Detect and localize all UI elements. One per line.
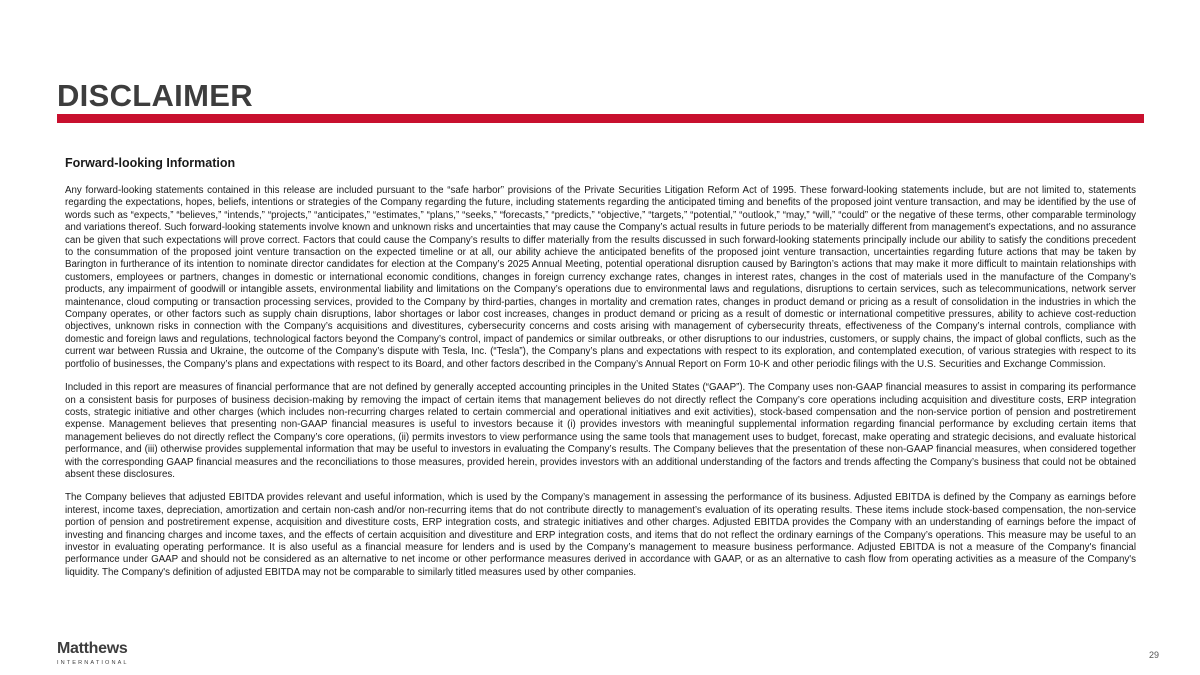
logo-subtitle: INTERNATIONAL [57, 660, 129, 666]
paragraph-non-gaap: Included in this report are measures of financial performance that are not defined by generally accepted accounting principles in the United States (“GAAP”). The Company uses non-GAAP financial measures to assist in comparing its performance on a consistent basis for purposes of business decision-making by removing the impact of certain items that management believes do not directly reflect the Company’s core operations including acquisition and divestiture costs, ERP integration costs, strategic initiative and other charges (which includes non-recurring charges related to certain commercial and operational initiatives and exit activities), stock-based compensation and the non-service portion of pension and postretirement expense. Management believes that presenting non-GAAP financial measures is useful to investors because it (i) provides investors with meaningful supplemental information regarding financial performance by excluding certain items that management believes do not directly reflect the Company’s core operations, (ii) permits investors to view performance using the same tools that management uses to budget, forecast, make operating and strategic decisions, and evaluate historical performance, and (iii) otherwise provides supplemental information that may be useful to investors in evaluating the Company’s results. The Company believes that the presentation of these non-GAAP financial measures, when considered together with the corresponding GAAP financial measures and the reconciliations to those measures, provided herein, provides investors with an additional understanding of the factors and trends affecting the Company’s business that could not be obtained absent these disclosures. [65, 382, 1136, 480]
logo-wordmark: Matthews [57, 640, 128, 657]
page-title: DISCLAIMER [57, 78, 253, 113]
paragraph-forward-looking: Any forward-looking statements contained in this release are included pursuant to the “safe harbor” provisions of the Private Securities Litigation Reform Act of 1995. These forward-looking statements include, but are not limited to, statements regarding the expectations, hopes, beliefs, intentions or strategies of the Company regarding the future, including statements regarding the anticipated timing and benefits of the proposed joint venture transaction, and may be identified by the use of words such as “expects,” “believes,” “intends,” “projects,” “anticipates,” “estimates,” “plans,” “seeks,” “forecasts,” “predicts,” “objective,” “targets,” “potential,” “outlook,” “may,” “will,” “could” or the negative of these terms, other comparable terminology and variations thereof. Such forward-looking statements involve known and unknown risks and uncertainties that may cause the Company’s actual results in future periods to be materially different from management’s expectations, and no assurance can be given that such expectations will prove correct. Factors that could cause the Company’s results to differ materially from the results discussed in such forward-looking statements principally include our ability to satisfy the conditions precedent to the consummation of the proposed joint venture transaction on the expected timeline or at all, our ability achieve the anticipated benefits of the proposed joint venture transaction, uncertainties regarding future actions that may be taken by Barington in furtherance of its intention to nominate director candidates for election at the Company’s 2025 Annual Meeting, potential operational disruption caused by Barington’s actions that may make it more difficult to maintain relationships with customers, employees or partners, changes in domestic or international economic conditions, changes in foreign currency exchange rates, changes in interest rates, changes in the cost of materials used in the manufacture of the Company’s products, any impairment of goodwill or intangible assets, environmental liability and limitations on the Company’s operations due to environmental laws and regulations, disruptions to certain services, such as telecommunications, network server maintenance, cloud computing or transaction processing services, provided to the Company by third-parties, changes in mortality and cremation rates, changes in product demand or pricing as a result of consolidation in the industries in which the Company operates, or other factors such as supply chain disruptions, labor shortages or labor cost increases, changes in product demand or pricing as a result of domestic or international competitive pressures, ability to achieve cost-reduction objectives, unknown risks in connection with the Company’s acquisitions and divestitures, cybersecurity concerns and costs arising with management of cybersecurity threats, effectiveness of the Company’s internal controls, compliance with domestic and foreign laws and regulations, technological factors beyond the Company’s control, impact of pandemics or similar outbreaks, or other disruptions to our industries, customers, or supply chains, the impact of global conflicts, such as the current war between Russia and Ukraine, the outcome of the Company’s dispute with Tesla, Inc. (“Tesla”), the Company’s plans and expectations with respect to its exploration, and contemplated execution, of various strategies with respect to its portfolio of businesses, the Company’s plans and expectations with respect to its Board, and other factors described in the Company’s Annual Report on Form 10-K and other periodic filings with the U.S. Securities and Exchange Commission. [65, 185, 1136, 370]
disclaimer-body [65, 155, 1136, 590]
title-underline-bar [57, 114, 1144, 123]
page-number: 29 [1148, 650, 1159, 660]
paragraph-adjusted-ebitda: The Company believes that adjusted EBITDA provides relevant and useful information, which is used by the Company’s management in assessing the performance of its business. Adjusted EBITDA is defined by the Company as earnings before interest, income taxes, depreciation, amortization and certain non-cash and/or non-recurring items that do not contribute directly to management’s evaluation of its operating results. These items include stock-based compensation, the non-service portion of pension and postretirement expense, acquisition and divestiture costs, ERP integration costs, and strategic initiatives and other charges. Adjusted EBITDA provides the Company with an understanding of earnings before the impact of investing and financing charges and income taxes, and the effects of certain acquisition and divestiture and ERP integration costs, and items that do not reflect the ordinary earnings of the Company’s operations. This measure may be useful to an investor in evaluating operating performance. It is also useful as a financial measure for lenders and is used by the Company’s management to measure business performance. Adjusted EBITDA is not a measure of the Company's financial performance under GAAP and should not be considered as an alternative to net income or other performance measures derived in accordance with GAAP, or as an alternative to cash flow from operating activities as a measure of the Company's liquidity. The Company's definition of adjusted EBITDA may not be comparable to similarly titled measures used by other companies. [65, 492, 1136, 578]
company-logo [57, 641, 129, 666]
section-heading: Forward-looking Information [65, 156, 236, 170]
